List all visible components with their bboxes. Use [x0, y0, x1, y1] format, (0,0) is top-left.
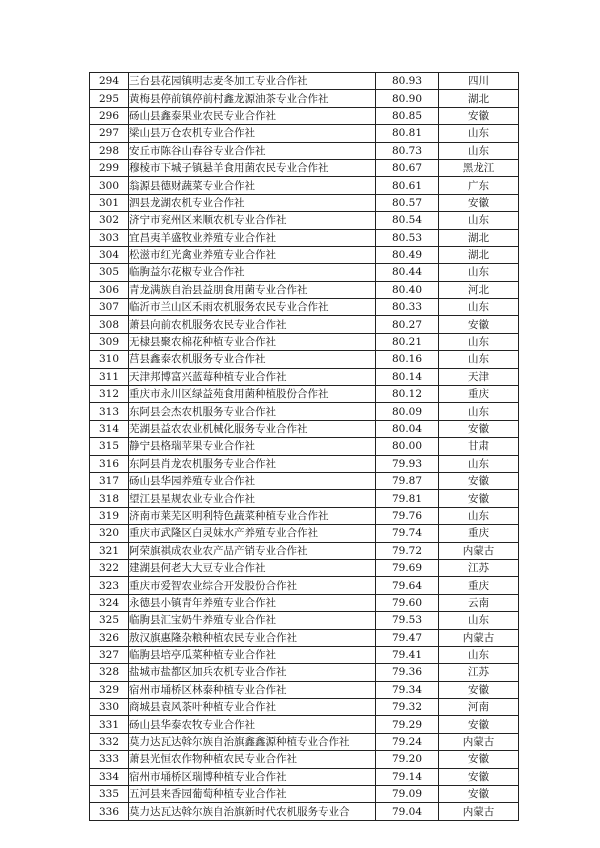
rank-cell: 303 — [90, 229, 129, 246]
province-cell: 江苏 — [439, 559, 519, 576]
name-cell: 望江县星规农业专业合作社 — [129, 490, 376, 507]
table-row — [90, 559, 519, 576]
table-row — [90, 229, 519, 246]
name-cell: 永德县小镇青年养殖专业合作社 — [129, 594, 376, 611]
rank-cell: 329 — [90, 681, 129, 698]
table-row — [90, 803, 519, 820]
score-cell: 80.12 — [376, 386, 439, 403]
rank-cell: 312 — [90, 386, 129, 403]
name-cell: 五河县来香园葡萄种植专业合作社 — [129, 786, 376, 803]
rank-cell: 301 — [90, 194, 129, 211]
name-cell: 建湖县何老大大豆专业合作社 — [129, 559, 376, 576]
name-cell: 松滋市红光禽业养殖专业合作社 — [129, 246, 376, 263]
rank-cell: 319 — [90, 507, 129, 524]
name-cell: 翁源县德财蔬菜专业合作社 — [129, 177, 376, 194]
score-cell: 79.09 — [376, 786, 439, 803]
score-cell: 79.34 — [376, 681, 439, 698]
document-page — [89, 72, 515, 821]
name-cell: 萧县光恒农作物种植农民专业合作社 — [129, 751, 376, 768]
rank-cell: 308 — [90, 316, 129, 333]
rank-cell: 320 — [90, 525, 129, 542]
name-cell: 三台县花园镇明志麦冬加工专业合作社 — [129, 73, 376, 90]
score-cell: 80.09 — [376, 403, 439, 420]
table-row — [90, 751, 519, 768]
rank-cell: 299 — [90, 159, 129, 176]
table-row — [90, 577, 519, 594]
table-row — [90, 681, 519, 698]
province-cell: 重庆 — [439, 525, 519, 542]
table-row — [90, 194, 519, 211]
score-cell: 79.14 — [376, 768, 439, 785]
score-cell: 79.87 — [376, 472, 439, 489]
table-row — [90, 125, 519, 142]
province-cell: 内蒙古 — [439, 803, 519, 820]
province-cell: 山东 — [439, 333, 519, 350]
score-cell: 80.40 — [376, 281, 439, 298]
name-cell: 砀山县鑫泰果业农民专业合作社 — [129, 107, 376, 124]
province-cell: 山东 — [439, 125, 519, 142]
rank-cell: 316 — [90, 455, 129, 472]
cooperative-ranking-table — [89, 72, 519, 821]
province-cell: 内蒙古 — [439, 542, 519, 559]
province-cell: 山东 — [439, 351, 519, 368]
name-cell: 商城县袁风茶叶种植专业合作社 — [129, 699, 376, 716]
table-row — [90, 159, 519, 176]
table-row — [90, 490, 519, 507]
score-cell: 79.04 — [376, 803, 439, 820]
name-cell: 黄梅县停前镇停前村鑫龙源油茶专业合作社 — [129, 90, 376, 107]
rank-cell: 331 — [90, 716, 129, 733]
table-row — [90, 699, 519, 716]
table-row — [90, 177, 519, 194]
name-cell: 临沂市兰山区禾雨农机服务农民专业合作社 — [129, 299, 376, 316]
rank-cell: 296 — [90, 107, 129, 124]
rank-cell: 330 — [90, 699, 129, 716]
table-row — [90, 264, 519, 281]
table-row — [90, 768, 519, 785]
rank-cell: 294 — [90, 73, 129, 90]
table-row — [90, 507, 519, 524]
table-row — [90, 281, 519, 298]
score-cell: 80.57 — [376, 194, 439, 211]
province-cell: 安徽 — [439, 316, 519, 333]
rank-cell: 327 — [90, 646, 129, 663]
rank-cell: 335 — [90, 786, 129, 803]
name-cell: 静宁县格瑞苹果专业合作社 — [129, 438, 376, 455]
table-row — [90, 733, 519, 750]
province-cell: 山东 — [439, 299, 519, 316]
name-cell: 盐城市盐都区加兵农机专业合作社 — [129, 664, 376, 681]
rank-cell: 317 — [90, 472, 129, 489]
score-cell: 80.93 — [376, 73, 439, 90]
table-row — [90, 438, 519, 455]
name-cell: 东阿县肖龙农机服务专业合作社 — [129, 455, 376, 472]
name-cell: 重庆市武隆区白灵妹水产养殖专业合作社 — [129, 525, 376, 542]
rank-cell: 332 — [90, 733, 129, 750]
score-cell: 80.54 — [376, 212, 439, 229]
name-cell: 重庆市爱智农业综合开发股份合作社 — [129, 577, 376, 594]
province-cell: 安徽 — [439, 716, 519, 733]
score-cell: 80.81 — [376, 125, 439, 142]
rank-cell: 315 — [90, 438, 129, 455]
score-cell: 80.73 — [376, 142, 439, 159]
rank-cell: 295 — [90, 90, 129, 107]
province-cell: 安徽 — [439, 768, 519, 785]
score-cell: 80.90 — [376, 90, 439, 107]
province-cell: 云南 — [439, 594, 519, 611]
rank-cell: 313 — [90, 403, 129, 420]
score-cell: 79.74 — [376, 525, 439, 542]
score-cell: 79.24 — [376, 733, 439, 750]
province-cell: 湖北 — [439, 90, 519, 107]
score-cell: 79.32 — [376, 699, 439, 716]
province-cell: 安徽 — [439, 786, 519, 803]
table-row — [90, 612, 519, 629]
table-row — [90, 403, 519, 420]
province-cell: 广东 — [439, 177, 519, 194]
name-cell: 临朐益尔花椒专业合作社 — [129, 264, 376, 281]
name-cell: 敖汉旗惠隆杂粮种植农民专业合作社 — [129, 629, 376, 646]
province-cell: 安徽 — [439, 420, 519, 437]
name-cell: 砀山县华泰农牧专业合作社 — [129, 716, 376, 733]
rank-cell: 324 — [90, 594, 129, 611]
name-cell: 临朐县培亭瓜菜种植专业合作社 — [129, 646, 376, 663]
province-cell: 山东 — [439, 507, 519, 524]
name-cell: 重庆市永川区绿益苑食用菌种植股份合作社 — [129, 386, 376, 403]
table-row — [90, 664, 519, 681]
table-row — [90, 786, 519, 803]
score-cell: 79.69 — [376, 559, 439, 576]
table-row — [90, 316, 519, 333]
score-cell: 80.44 — [376, 264, 439, 281]
rank-cell: 297 — [90, 125, 129, 142]
name-cell: 无棣县聚农棉花种植专业合作社 — [129, 333, 376, 350]
province-cell: 湖北 — [439, 229, 519, 246]
name-cell: 梁山县万仓农机专业合作社 — [129, 125, 376, 142]
score-cell: 80.14 — [376, 368, 439, 385]
table-row — [90, 420, 519, 437]
rank-cell: 298 — [90, 142, 129, 159]
score-cell: 79.53 — [376, 612, 439, 629]
rank-cell: 310 — [90, 351, 129, 368]
score-cell: 79.93 — [376, 455, 439, 472]
province-cell: 河北 — [439, 281, 519, 298]
name-cell: 临朐县汇宝奶牛养殖专业合作社 — [129, 612, 376, 629]
province-cell: 安徽 — [439, 107, 519, 124]
table-row — [90, 73, 519, 90]
province-cell: 山东 — [439, 612, 519, 629]
province-cell: 内蒙古 — [439, 629, 519, 646]
score-cell: 79.64 — [376, 577, 439, 594]
rank-cell: 307 — [90, 299, 129, 316]
rank-cell: 304 — [90, 246, 129, 263]
score-cell: 79.76 — [376, 507, 439, 524]
rank-cell: 323 — [90, 577, 129, 594]
score-cell: 80.16 — [376, 351, 439, 368]
score-cell: 79.81 — [376, 490, 439, 507]
name-cell: 穆棱市下城子镇悬羊食用菌农民专业合作社 — [129, 159, 376, 176]
score-cell: 79.41 — [376, 646, 439, 663]
province-cell: 内蒙古 — [439, 733, 519, 750]
province-cell: 山东 — [439, 212, 519, 229]
score-cell: 79.47 — [376, 629, 439, 646]
score-cell: 79.72 — [376, 542, 439, 559]
province-cell: 四川 — [439, 73, 519, 90]
province-cell: 安徽 — [439, 490, 519, 507]
table-row — [90, 299, 519, 316]
rank-cell: 321 — [90, 542, 129, 559]
province-cell: 重庆 — [439, 386, 519, 403]
rank-cell: 305 — [90, 264, 129, 281]
province-cell: 山东 — [439, 455, 519, 472]
province-cell: 安徽 — [439, 472, 519, 489]
table-row — [90, 455, 519, 472]
province-cell: 甘肃 — [439, 438, 519, 455]
province-cell: 安徽 — [439, 681, 519, 698]
province-cell: 湖北 — [439, 246, 519, 263]
table-row — [90, 212, 519, 229]
rank-cell: 314 — [90, 420, 129, 437]
table-row — [90, 351, 519, 368]
table-row — [90, 716, 519, 733]
rank-cell: 322 — [90, 559, 129, 576]
rank-cell: 318 — [90, 490, 129, 507]
table-row — [90, 142, 519, 159]
name-cell: 莒县鑫泰农机服务专业合作社 — [129, 351, 376, 368]
name-cell: 济宁市兖州区来顺农机专业合作社 — [129, 212, 376, 229]
score-cell: 80.61 — [376, 177, 439, 194]
province-cell: 山东 — [439, 264, 519, 281]
name-cell: 宿州市埇桥区林泰种植专业合作社 — [129, 681, 376, 698]
province-cell: 山东 — [439, 403, 519, 420]
province-cell: 安徽 — [439, 751, 519, 768]
name-cell: 东阿县会杰农机服务专业合作社 — [129, 403, 376, 420]
score-cell: 80.00 — [376, 438, 439, 455]
province-cell: 江苏 — [439, 664, 519, 681]
name-cell: 天津邦博富兴蓝莓种植专业合作社 — [129, 368, 376, 385]
rank-cell: 328 — [90, 664, 129, 681]
score-cell: 79.60 — [376, 594, 439, 611]
province-cell: 黑龙江 — [439, 159, 519, 176]
rank-cell: 336 — [90, 803, 129, 820]
province-cell: 安徽 — [439, 194, 519, 211]
rank-cell: 309 — [90, 333, 129, 350]
table-row — [90, 525, 519, 542]
province-cell: 天津 — [439, 368, 519, 385]
name-cell: 宜昌夷羊盛牧业养殖专业合作社 — [129, 229, 376, 246]
table-row — [90, 594, 519, 611]
score-cell: 79.29 — [376, 716, 439, 733]
name-cell: 芜湖县益农农业机械化服务专业合作社 — [129, 420, 376, 437]
name-cell: 宿州市埇桥区瑞博种植专业合作社 — [129, 768, 376, 785]
name-cell: 阿荣旗祺成农业农产品产销专业合作社 — [129, 542, 376, 559]
score-cell: 80.21 — [376, 333, 439, 350]
name-cell: 泗县龙湖农机专业合作社 — [129, 194, 376, 211]
score-cell: 80.27 — [376, 316, 439, 333]
table-row — [90, 368, 519, 385]
rank-cell: 334 — [90, 768, 129, 785]
province-cell: 山东 — [439, 646, 519, 663]
rank-cell: 333 — [90, 751, 129, 768]
rank-cell: 326 — [90, 629, 129, 646]
table-row — [90, 90, 519, 107]
table-row — [90, 542, 519, 559]
name-cell: 青龙满族自治县益朋食用菌专业合作社 — [129, 281, 376, 298]
rank-cell: 300 — [90, 177, 129, 194]
name-cell: 安丘市陈谷山春谷专业合作社 — [129, 142, 376, 159]
table-row — [90, 333, 519, 350]
table-body — [90, 73, 519, 821]
score-cell: 80.33 — [376, 299, 439, 316]
name-cell: 萧县向前农机服务农民专业合作社 — [129, 316, 376, 333]
table-row — [90, 629, 519, 646]
name-cell: 济南市莱芜区明利特色蔬菜种植专业合作社 — [129, 507, 376, 524]
rank-cell: 311 — [90, 368, 129, 385]
score-cell: 80.53 — [376, 229, 439, 246]
score-cell: 80.67 — [376, 159, 439, 176]
province-cell: 山东 — [439, 142, 519, 159]
name-cell: 莫力达瓦达斡尔族自治旗新时代农机服务专业合 — [129, 803, 376, 820]
table-row — [90, 386, 519, 403]
province-cell: 重庆 — [439, 577, 519, 594]
score-cell: 80.04 — [376, 420, 439, 437]
rank-cell: 302 — [90, 212, 129, 229]
name-cell: 砀山县华园养殖专业合作社 — [129, 472, 376, 489]
name-cell: 莫力达瓦达斡尔族自治旗鑫鑫源种植专业合作社 — [129, 733, 376, 750]
score-cell: 80.85 — [376, 107, 439, 124]
table-row — [90, 472, 519, 489]
province-cell: 河南 — [439, 699, 519, 716]
table-row — [90, 107, 519, 124]
score-cell: 79.36 — [376, 664, 439, 681]
table-row — [90, 246, 519, 263]
rank-cell: 325 — [90, 612, 129, 629]
rank-cell: 306 — [90, 281, 129, 298]
score-cell: 79.20 — [376, 751, 439, 768]
score-cell: 80.49 — [376, 246, 439, 263]
table-row — [90, 646, 519, 663]
